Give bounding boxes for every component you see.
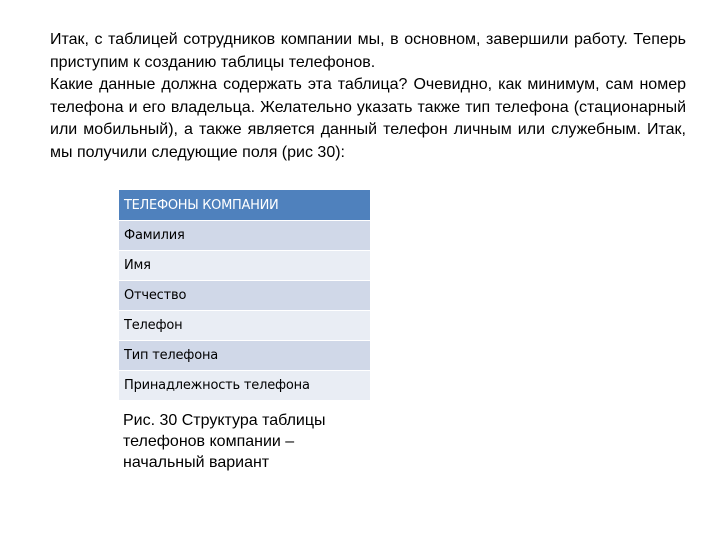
- field-patronymic: Отчество: [119, 281, 370, 311]
- table-row: [119, 251, 370, 281]
- field-phone: Телефон: [119, 311, 370, 341]
- field-phone-ownership: Принадлежность телефона: [119, 371, 370, 401]
- figure-caption: Рис. 30 Структура таблицы телефонов компании – начальный вариант: [123, 412, 326, 471]
- table-row: [119, 281, 370, 311]
- body-text: [50, 29, 686, 164]
- field-phone-type: Тип телефона: [119, 341, 370, 371]
- field-name: Имя: [119, 251, 370, 281]
- field-surname: Фамилия: [119, 221, 370, 251]
- table-row: [119, 341, 370, 371]
- phones-table-structure: [119, 190, 370, 401]
- table-header-row: [119, 190, 370, 221]
- table-row: [119, 311, 370, 341]
- table-header: ТЕЛЕФОНЫ КОМПАНИИ: [119, 190, 370, 221]
- table-row: [119, 371, 370, 401]
- paragraph-fields: Какие данные должна содержать эта таблица? Очевидно, как минимум, сам номер телефона и его владельца. Желательно указать также тип телефона (стационарный или мобильный), а также является данный телефон личным или служебным. Итак, мы получили следующие поля (рис 30):: [50, 76, 686, 161]
- paragraph-intro: Итак, с таблицей сотрудников компании мы, в основном, завершили работу. Теперь приступим к созданию таблицы телефонов.: [50, 31, 686, 71]
- table-row: [119, 221, 370, 251]
